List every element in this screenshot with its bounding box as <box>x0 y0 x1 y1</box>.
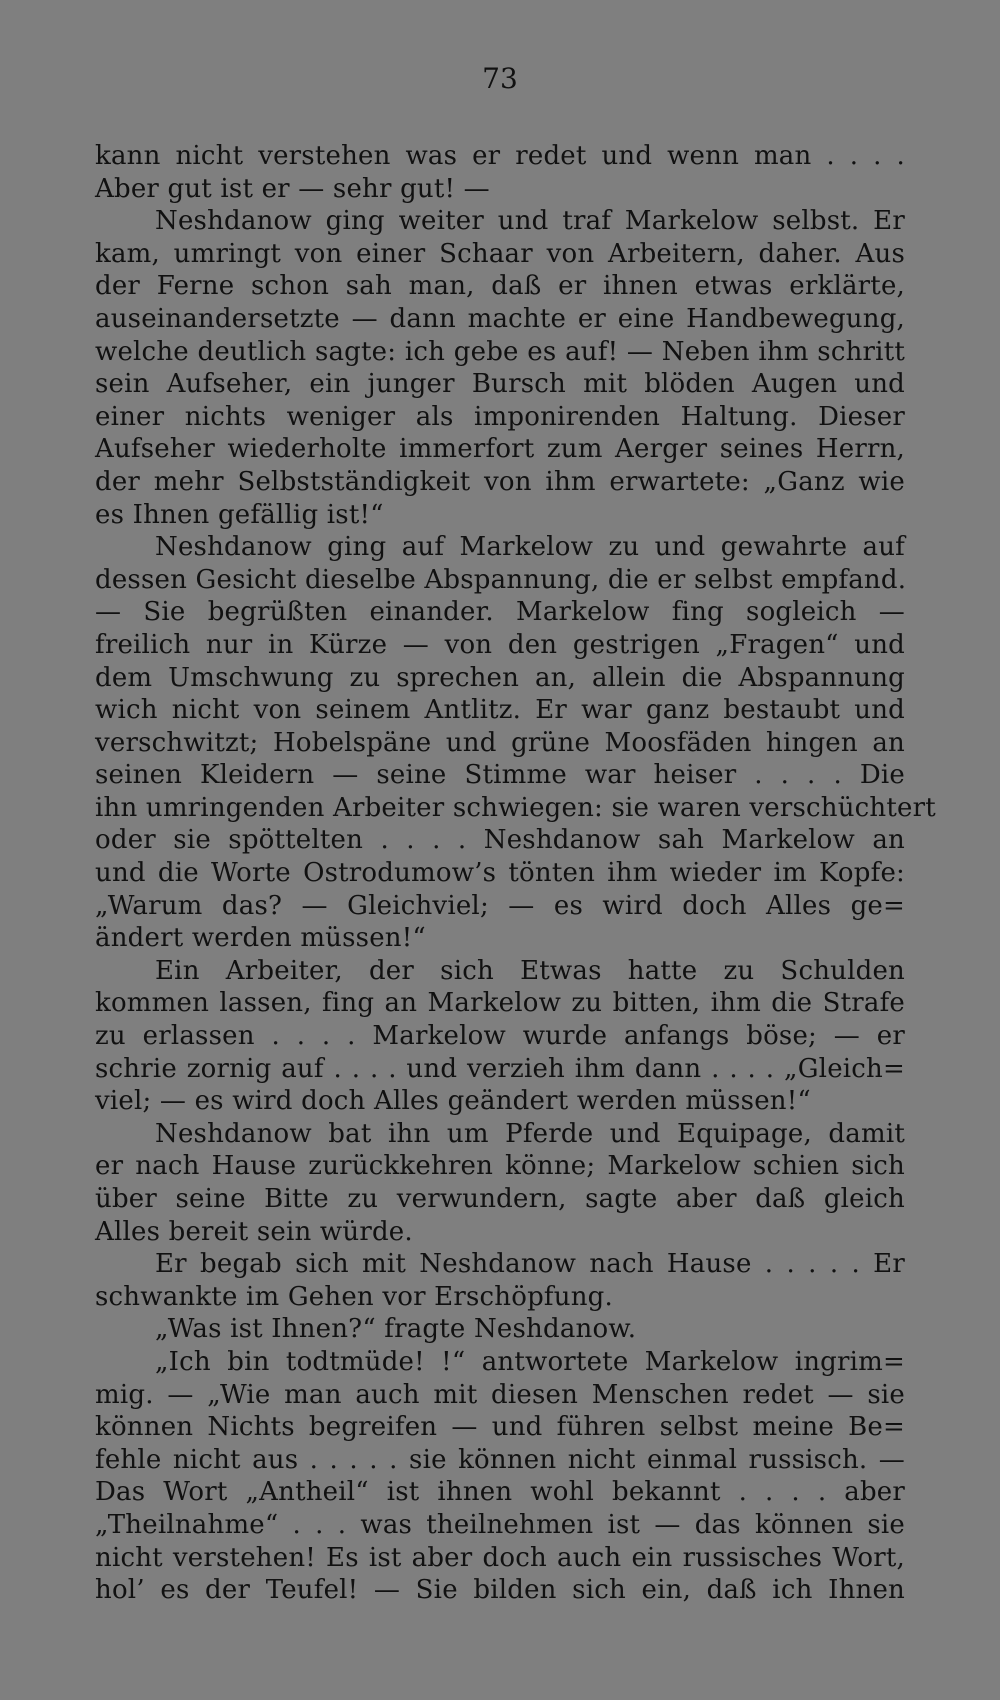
text-line: hol’ es der Teufel! — Sie bilden sich ein, daß ich Ihnen <box>95 1575 905 1606</box>
text-line: Er begab sich mit Neshdanow nach Hause . . . . . Er <box>155 1249 905 1280</box>
text-line: fehle nicht aus . . . . . sie können nicht einmal russisch. — <box>95 1444 905 1475</box>
text-line: viel; — es wird doch Alles geändert werden müssen!“ <box>95 1086 811 1117</box>
text-line: kommen lassen, fing an Markelow zu bitten, ihm die Strafe <box>95 988 905 1019</box>
text-line: „Warum das? — Gleichviel; — es wird doch Alles ge= <box>95 890 905 921</box>
text-line: oder sie spöttelten . . . . Neshdanow sah Markelow an <box>95 825 905 856</box>
text-line: dessen Gesicht dieselbe Abspannung, die er selbst empfand. <box>95 564 907 595</box>
text-line: kam, umringt von einer Schaar von Arbeitern, daher. Aus <box>95 238 905 269</box>
text-line: mig. — „Wie man auch mit diesen Menschen redet — sie <box>95 1379 905 1410</box>
text-line: über seine Bitte zu verwundern, sagte aber daß gleich <box>95 1184 905 1214</box>
text-line: „Theilnahme“ . . . was theilnehmen ist — das können sie <box>95 1509 905 1540</box>
text-line: freilich nur in Kürze — von den gestrigen „Fragen“ und <box>95 629 905 660</box>
text-line: Neshdanow ging weiter und traf Markelow selbst. Er <box>155 206 905 237</box>
text-line: es Ihnen gefällig ist!“ <box>95 499 384 530</box>
text-line: zu erlassen . . . . Markelow wurde anfangs böse; — er <box>95 1021 905 1052</box>
text-line: wich nicht von seinem Antlitz. Er war ganz bestaubt und <box>95 695 905 726</box>
text-line: auseinandersetzte — dann machte er eine Handbewegung, <box>95 303 905 334</box>
text-line: „Was ist Ihnen?“ fragte Neshdanow. <box>155 1314 637 1345</box>
text-line: seinen Kleidern — seine Stimme war heiser . . . . Die <box>95 760 905 791</box>
text-line: ändert werden müssen!“ <box>95 923 426 954</box>
text-line: der Ferne schon sah man, daß er ihnen etwas erklärte, <box>95 271 905 302</box>
text-line: Das Wort „Antheil“ ist ihnen wohl bekannt . . . . aber <box>95 1477 905 1508</box>
text-line: schrie zornig auf . . . . und verzieh ihm dann . . . . „Gleich= <box>95 1053 905 1084</box>
text-line: der mehr Selbstständigkeit von ihm erwartete: „Ganz wie <box>95 466 905 497</box>
text-line: Alles bereit sein würde. <box>95 1216 413 1247</box>
text-line: Aufseher wiederholte immerfort zum Aerger seines Herrn, <box>95 434 905 465</box>
text-line: er nach Hause zurückkehren könne; Markelow schien sich <box>95 1151 905 1182</box>
text-line: verschwitzt; Hobelspäne und grüne Moosfäden hingen an <box>95 727 905 758</box>
text-line: dem Umschwung zu sprechen an, allein die Abspannung <box>95 662 905 693</box>
text-line: Neshdanow ging auf Markelow zu und gewahrte auf <box>155 532 905 563</box>
text-line: „Ich bin todtmüde! !“ antwortete Markelow ingrim= <box>155 1346 905 1377</box>
text-line: können Nichts begreifen — und führen selbst meine Be= <box>95 1412 905 1443</box>
text-line: schwankte im Gehen vor Erschöpfung. <box>95 1281 613 1312</box>
text-line: nicht verstehen! Es ist aber doch auch ein russisches Wort, <box>95 1542 905 1573</box>
page-number: 73 <box>482 62 518 95</box>
body-text <box>95 140 936 1607</box>
text-line: Neshdanow bat ihn um Pferde und Equipage, damit <box>155 1118 905 1149</box>
text-line: sein Aufseher, ein junger Bursch mit blöden Augen und <box>95 369 905 400</box>
text-line: ihn umringenden Arbeiter schwiegen: sie waren verschüchtert <box>95 792 936 823</box>
text-line: und die Worte Ostrodumow’s tönten ihm wieder im Kopfe: <box>95 858 905 889</box>
text-line: — Sie begrüßten einander. Markelow fing sogleich — <box>95 597 905 628</box>
text-line: kann nicht verstehen was er redet und wenn man . . . . <box>95 141 905 171</box>
text-line: welche deutlich sagte: ich gebe es auf! — Neben ihm schritt <box>95 336 905 367</box>
text-line: Aber gut ist er — sehr gut! — <box>95 173 490 204</box>
text-line: Ein Arbeiter, der sich Etwas hatte zu Schulden <box>155 955 905 986</box>
text-line: einer nichts weniger als imponirenden Haltung. Dieser <box>95 401 905 432</box>
